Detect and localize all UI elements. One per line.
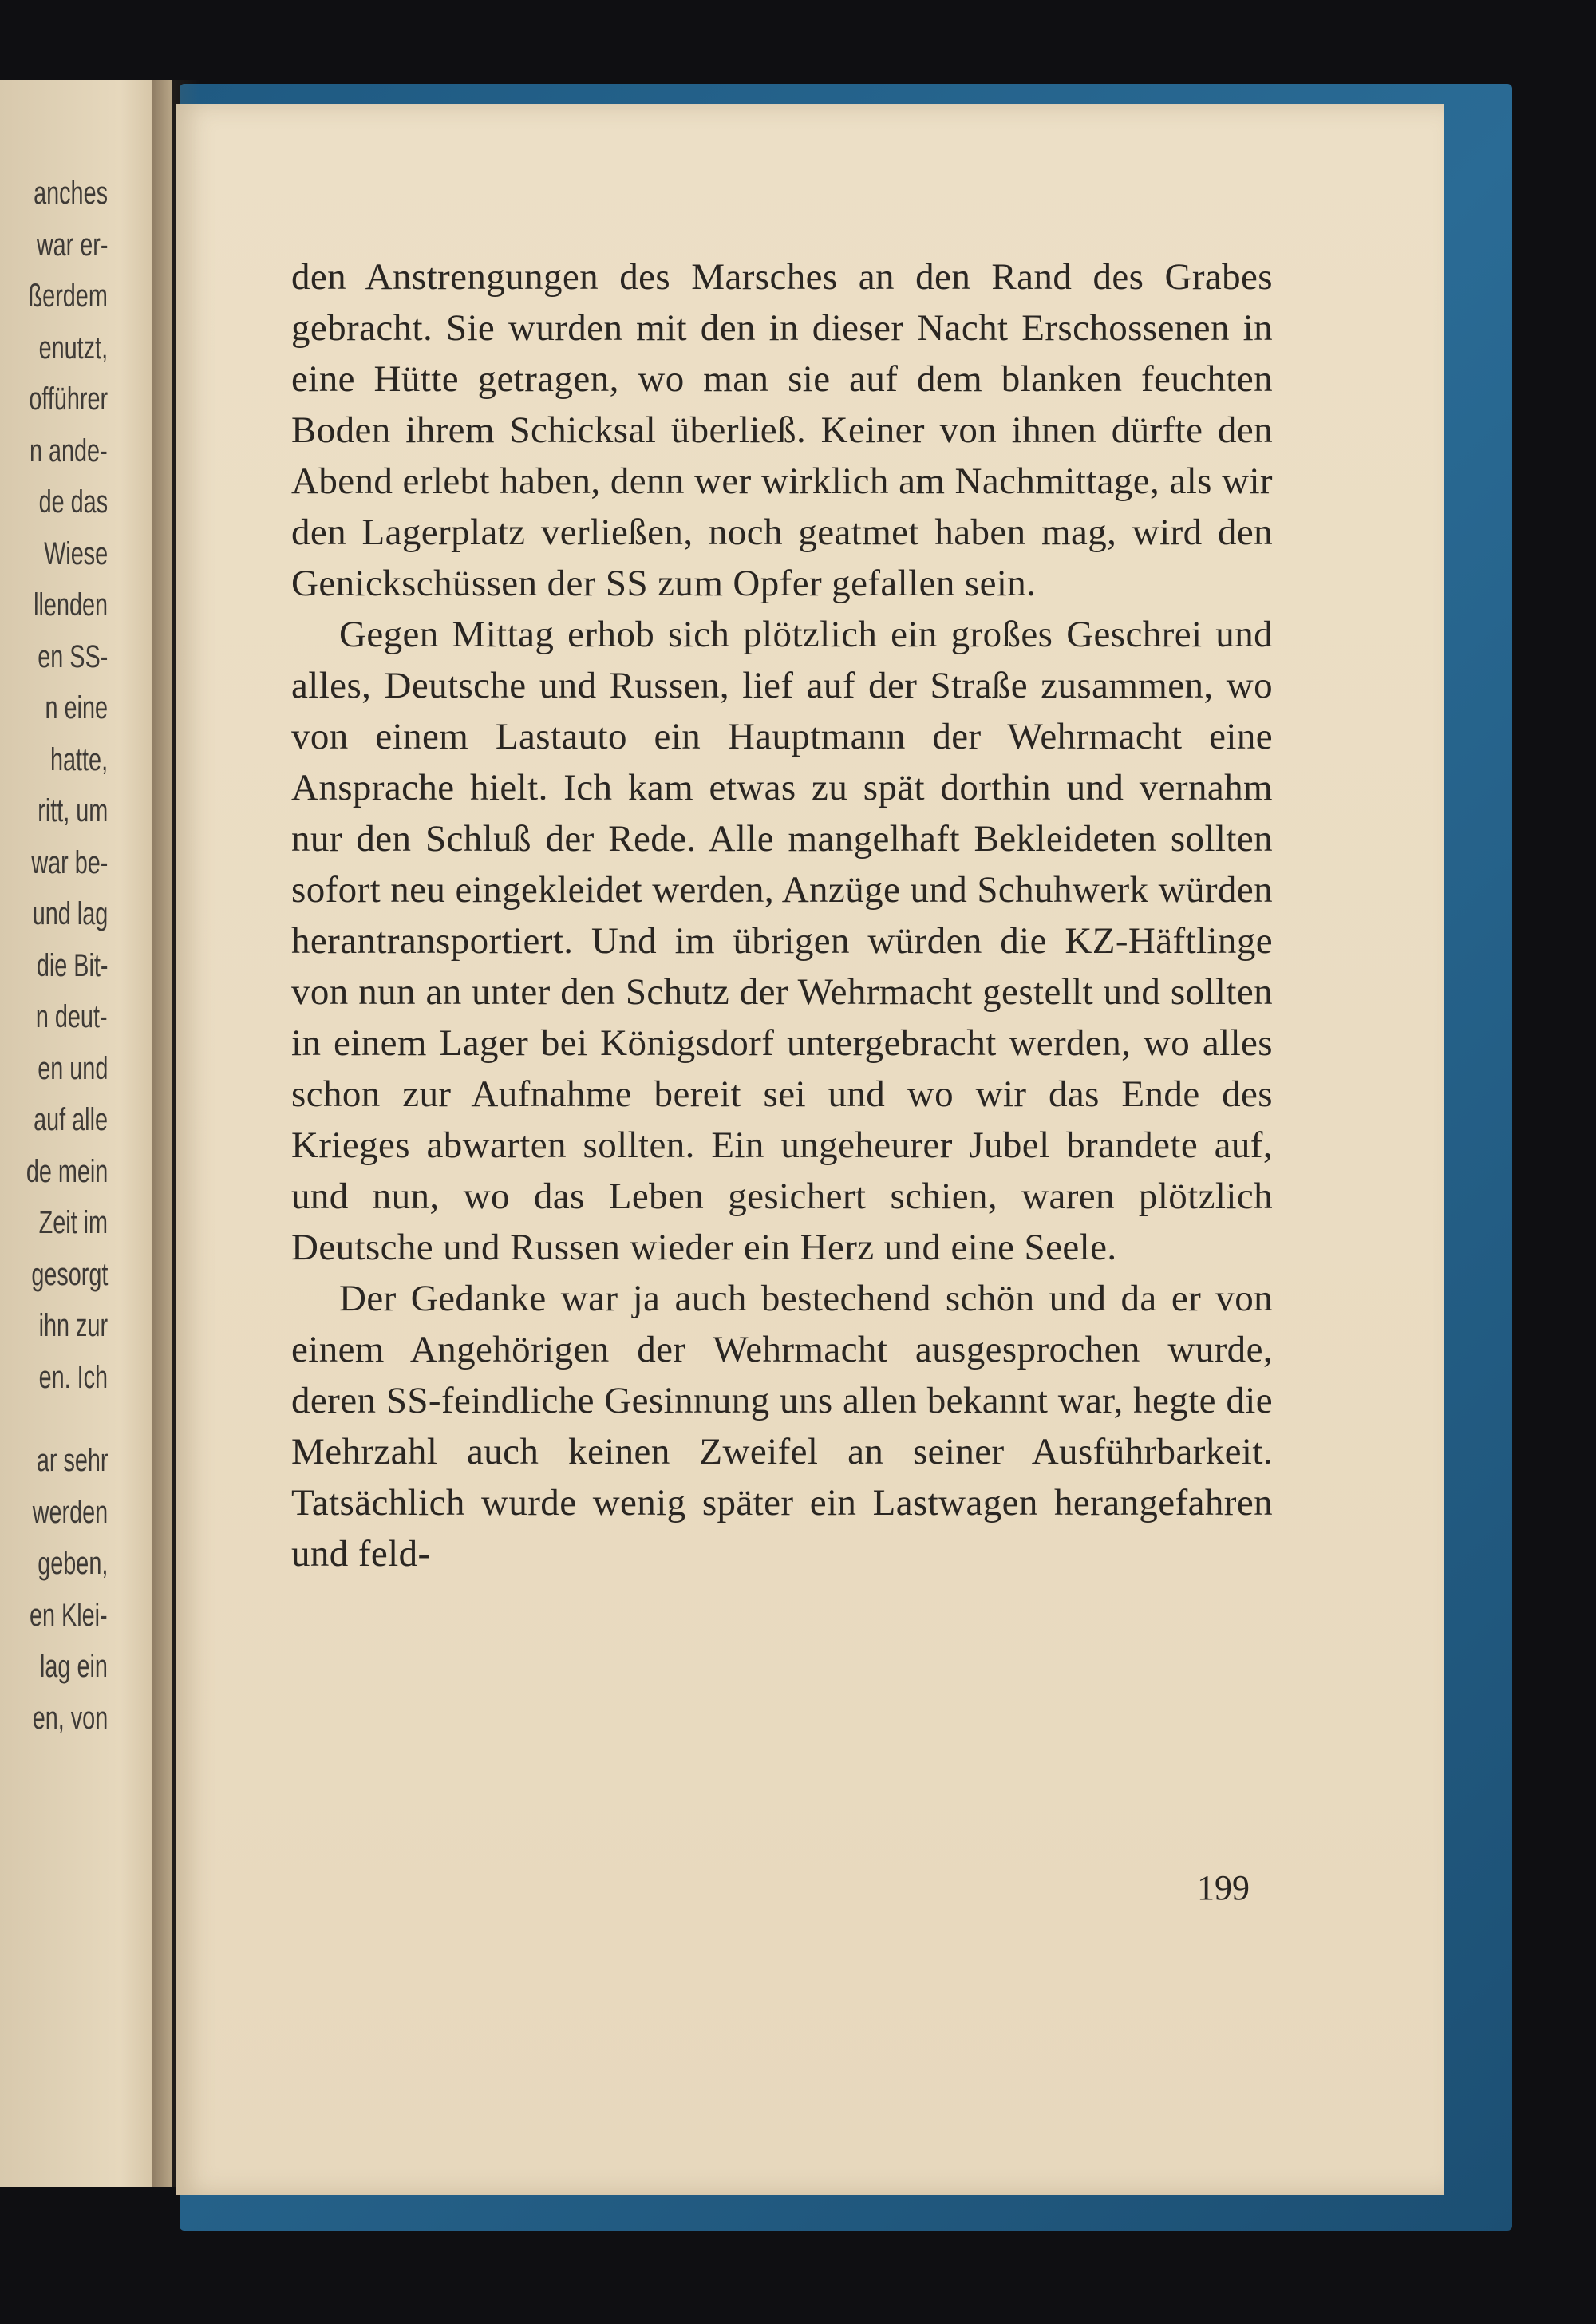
previous-page-line: enutzt, (38, 330, 108, 366)
previous-page-line: en, von (32, 1700, 108, 1736)
previous-page-line: hatte, (49, 741, 108, 777)
previous-page-line: lag ein (40, 1649, 108, 1684)
previous-page-line: gesorgt (30, 1256, 108, 1292)
book-page (176, 104, 1444, 2195)
previous-page-line: n eine (45, 690, 108, 725)
page-text (291, 251, 1273, 1579)
previous-page-line: ritt, um (37, 793, 108, 828)
previous-page-line: war be- (30, 844, 108, 880)
previous-page-line: n deut- (36, 999, 108, 1034)
previous-page-line: Zeit im (38, 1205, 108, 1240)
previous-page-line: en Klei- (30, 1597, 108, 1633)
previous-page-line: ßerdem (28, 279, 108, 314)
previous-page-line: de das (38, 484, 108, 520)
previous-page-line: geben, (37, 1546, 108, 1581)
paragraph: Der Gedanke war ja auch bestechend schön und da er von einem Angehörigen der Wehrmacht ausgesprochen wurde, deren SS-feindliche Gesinnung uns allen bekannt war, hegte die Mehrzahl auch keinen Zweifel an seiner Ausführbarkeit. Tatsächlich wurde wenig später ein Lastwagen herangefahren und feld- (291, 1278, 1273, 1575)
previous-page-line: ihn zur (38, 1308, 108, 1343)
paragraph: Gegen Mittag erhob sich plötzlich ein großes Geschrei und alles, Deutsche und Russen, lief auf der Straße zusammen, wo von einem Lastauto ein Hauptmann der Wehrmacht eine Ansprache hielt. Ich kam etwas zu spät dorthin und vernahm nur den Schluß der Rede. Alle mangelhaft Bekleideten sollten sofort neu eingekleidet werden, Anzüge und Schuhwerk würden herantransportiert. Und im übrigen würden die KZ-Häftlinge von nun an unter den Schutz der Wehrmacht gestellt und sollten in einem Lager bei Königsdorf untergebracht werden, wo alles schon zur Aufnahme bereit sei und wo wir das Ende des Krieges abwarten sollten. Ein ungeheurer Jubel brandete auf, und nun, wo das Leben gesichert schien, waren plötzlich Deutsche und Russen wieder ein Herz und eine Seele. (291, 614, 1273, 1268)
previous-page-line: offührer (29, 381, 108, 417)
previous-page-line: de mein (26, 1153, 108, 1189)
page-number: 199 (1197, 1868, 1250, 1907)
previous-page-line: die Bit- (36, 947, 108, 983)
previous-page-line: Wiese (43, 536, 108, 571)
paragraph: den Anstrengungen des Marsches an den Rand des Grabes gebracht. Sie wurden mit den in dieser Nacht Erschossenen in eine Hütte getragen, wo man sie auf dem blanken feuchten Boden ihrem Schicksal überließ. Keiner von ihnen dürfte den Abend erlebt haben, denn wer wirklich am Nachmittage, als wir den Lagerplatz verließen, noch geatmet haben mag, wird den Genickschüssen der SS zum Opfer gefallen sein. (291, 256, 1273, 604)
previous-page-line: auf alle (34, 1102, 108, 1137)
previous-page-line: llenden (34, 587, 108, 622)
previous-page-line: werden (32, 1494, 108, 1530)
previous-page-line: en. Ich (38, 1359, 108, 1395)
previous-page-line: en SS- (37, 638, 108, 674)
previous-page-line: ar sehr (36, 1443, 108, 1478)
previous-page-line: en und (37, 1050, 108, 1086)
previous-page-line: anches (34, 176, 108, 211)
previous-page-line: n ande- (30, 433, 108, 468)
previous-page (0, 80, 172, 2187)
previous-page-line: und lag (32, 896, 108, 931)
previous-page-line: war er- (36, 227, 108, 263)
